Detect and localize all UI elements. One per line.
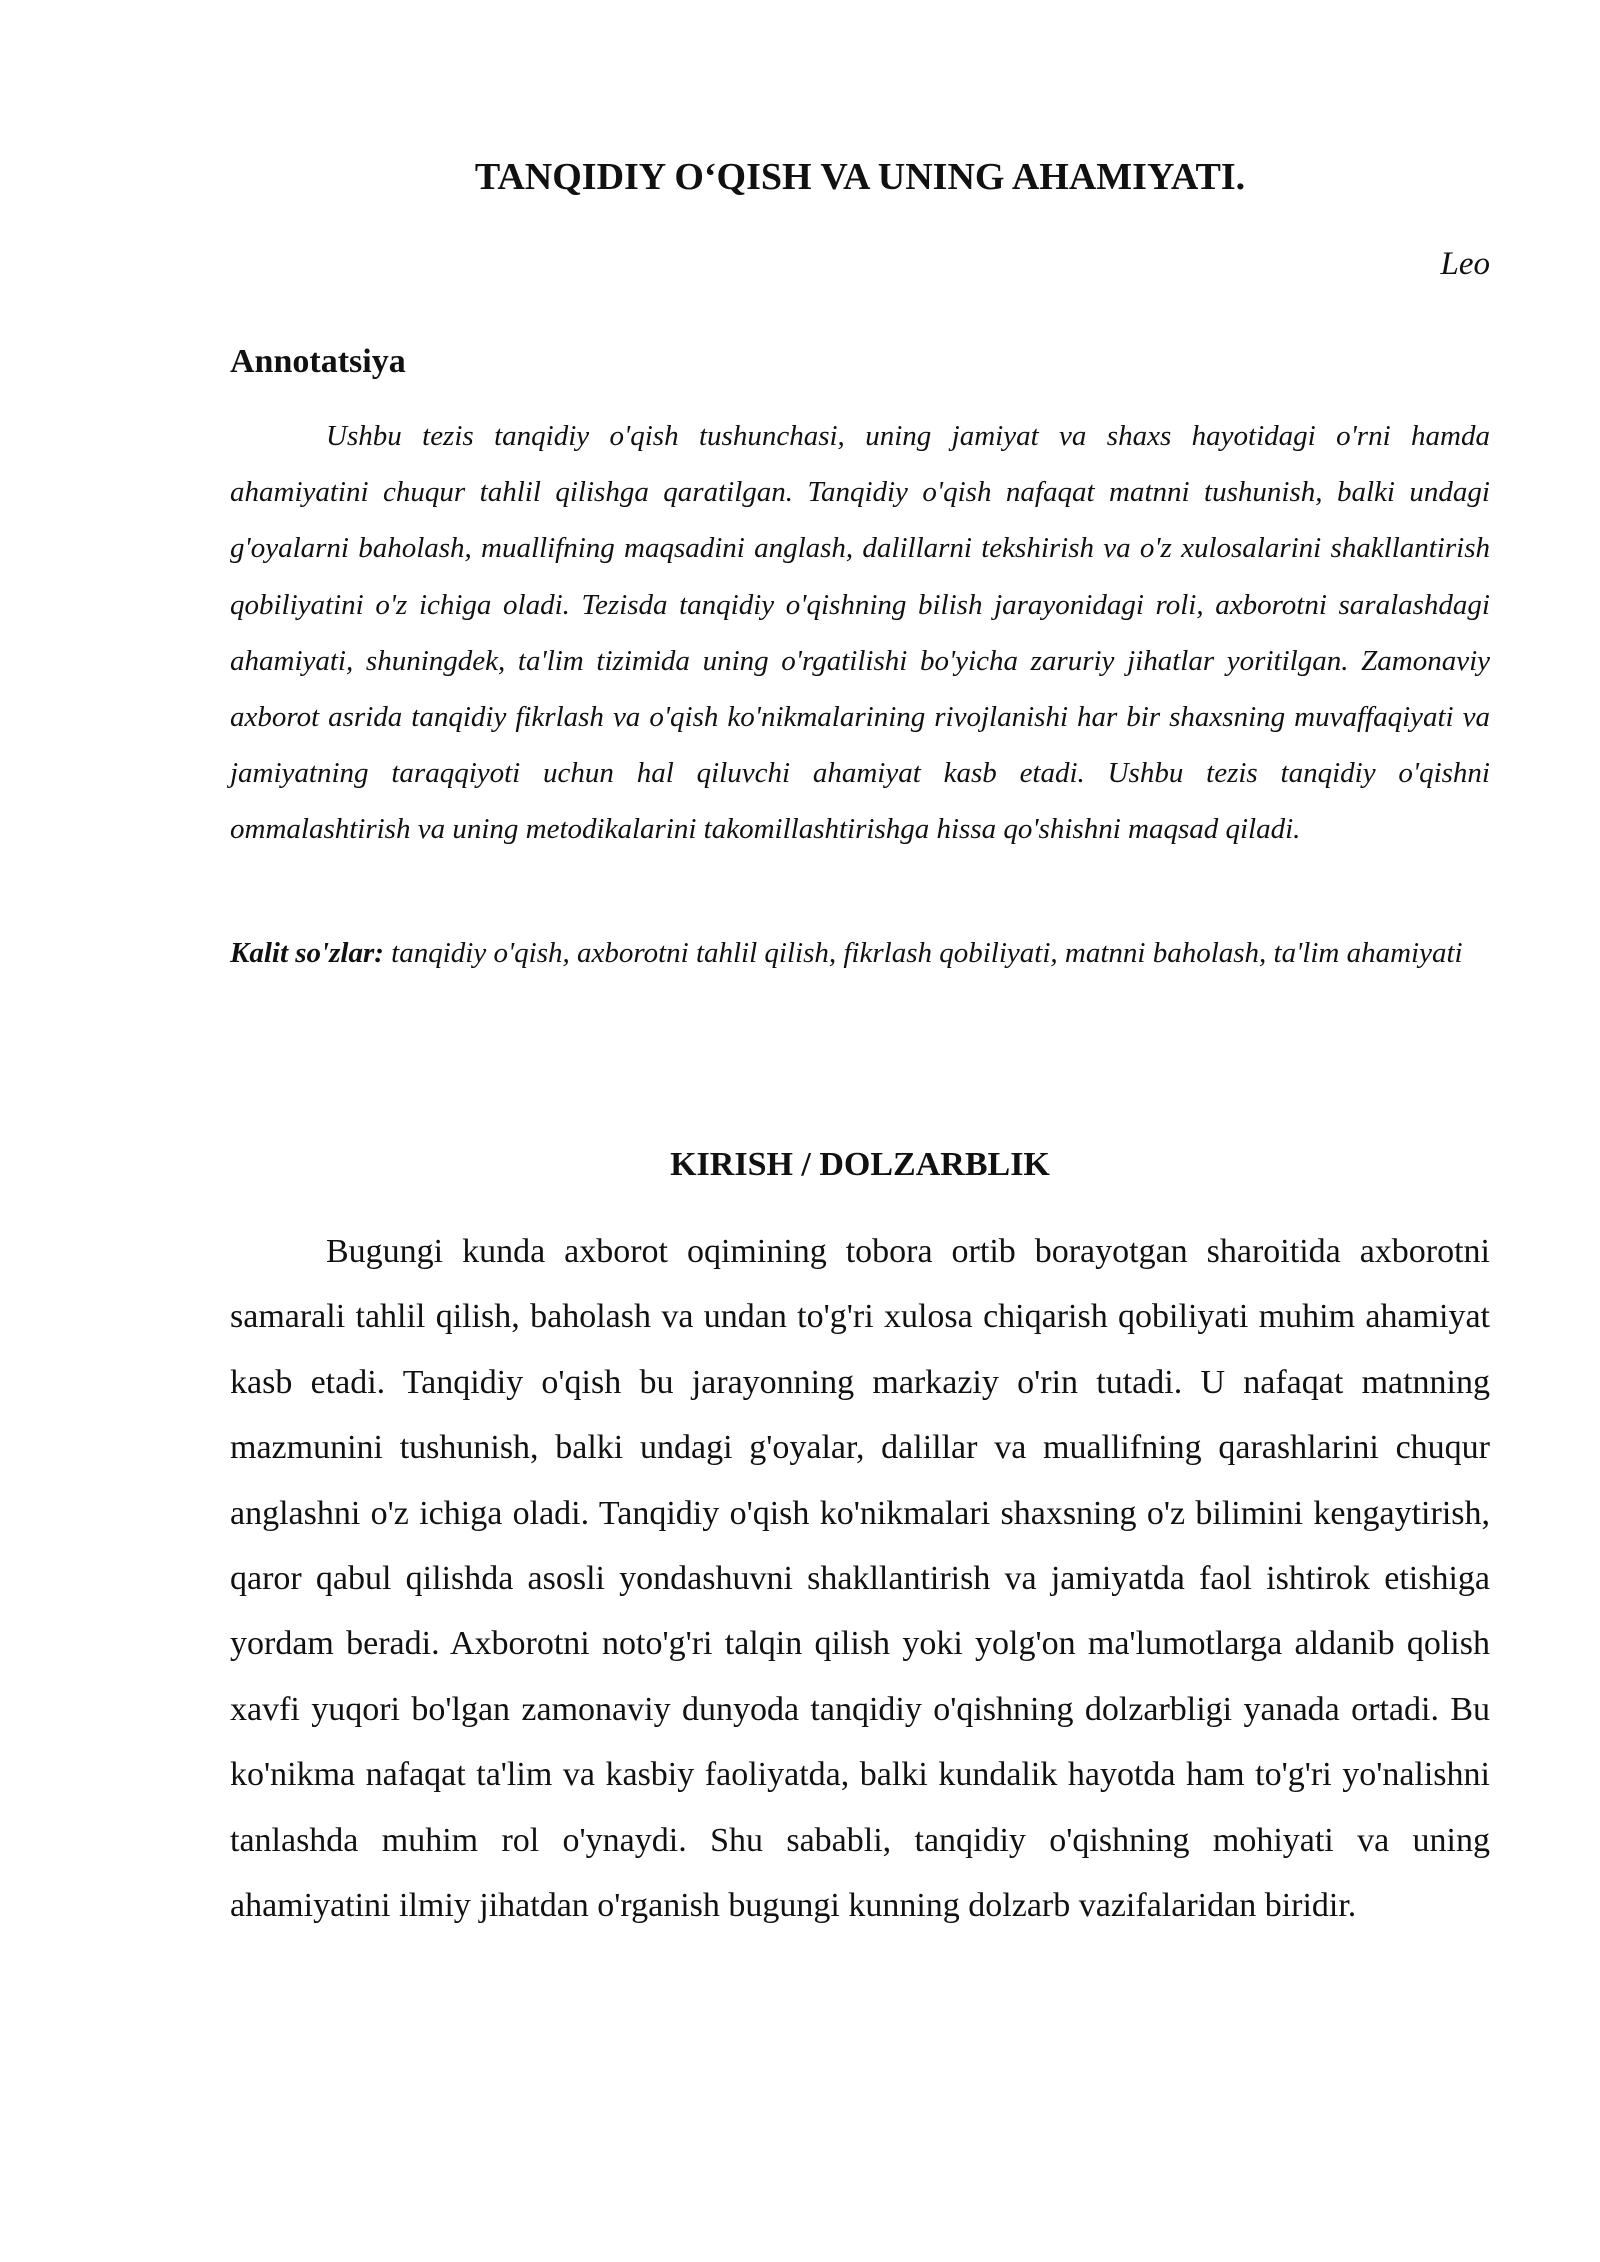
section-heading: KIRISH / DOLZARBLIK: [670, 1146, 1050, 1183]
annotation-heading: Annotatsiya: [230, 343, 406, 380]
document-title: TANQIDIY O‘QISH VA UNING AHAMIYATI.: [474, 156, 1246, 198]
keywords-label: Kalit so'zlar:: [230, 937, 384, 969]
keywords-text: tanqidiy o'qish, axborotni tahlil qilish, fikrlash qobiliyati, matnni baholash, ta'lim ahamiyati: [383, 937, 1463, 969]
section-text: Bugungi kunda axborot oqimining tobora ortib borayotgan sharoitida axborotni samarali tahlil qilish, baholash va undan to'g'ri xulosa chiqarish qobiliyati muhim ahamiyat kasb etadi. Tanqidiy o'qish bu jarayonning markaziy o'rin tutadi. U nafaqat matnning mazmunini tushunish, balki undagi g'oyalar, dalillar va muallifning qarashlarini chuqur anglashni o'z ichiga oladi. Tanqidiy o'qish ko'nikmalari shaxsning o'z bilimini kengaytirish, qaror qabul qilishda asosli yondashuvni shakllantirish va jamiyatda faol ishtirok etishiga yordam beradi. Axborotni noto'g'ri talqin qilish yoki yolg'on ma'lumotlarga aldanib qolish xavfi yuqori bo'lgan zamonaviy dunyoda tanqidiy o'qishning dolzarbligi yanada ortadi. Bu ko'nikma nafaqat ta'lim va kasbiy faoliyatda, balki kundalik hayotda ham to'g'ri yo'nalishni tanlashda muhim rol o'ynaydi. Shu sababli, tanqidiy o'qishning mohiyati va uning ahamiyatini ilmiy jihatdan o'rganish bugungi kunning dolzarb vazifalaridan biridir.: [230, 1233, 1490, 1925]
annotation-text: Ushbu tezis tanqidiy o'qish tushunchasi, uning jamiyat va shaxs hayotidagi o'rni hamda ahamiyatini chuqur tahlil qilishga qaratilgan. Tanqidiy o'qish nafaqat matnni tushunish, balki undagi g'oyalarni baholash, muallifning maqsadini anglash, dalillarni tekshirish va o'z xulosalarini shakllantirish qobiliyatini o'z ichiga oladi. Tezisda tanqidiy o'qishning bilish jarayonidagi roli, axborotni saralashdagi ahamiyati, shuningdek, ta'lim tizimida uning o'rgatilishi bo'yicha zaruriy jihatlar yoritilgan. Zamonaviy axborot asrida tanqidiy fikrlash va o'qish ko'nikmalarining rivojlanishi har bir shaxsning muvaffaqiyati va jamiyatning taraqqiyoti uchun hal qiluvchi ahamiyat kasb etadi. Ushbu tezis tanqidiy o'qishni ommalashtirish va uning metodikalarini takomillashtirishga hissa qo'shishni maqsad qiladi.: [230, 420, 1490, 846]
keywords-paragraph: [230, 925, 1490, 981]
author-name: Leo: [1440, 246, 1490, 282]
